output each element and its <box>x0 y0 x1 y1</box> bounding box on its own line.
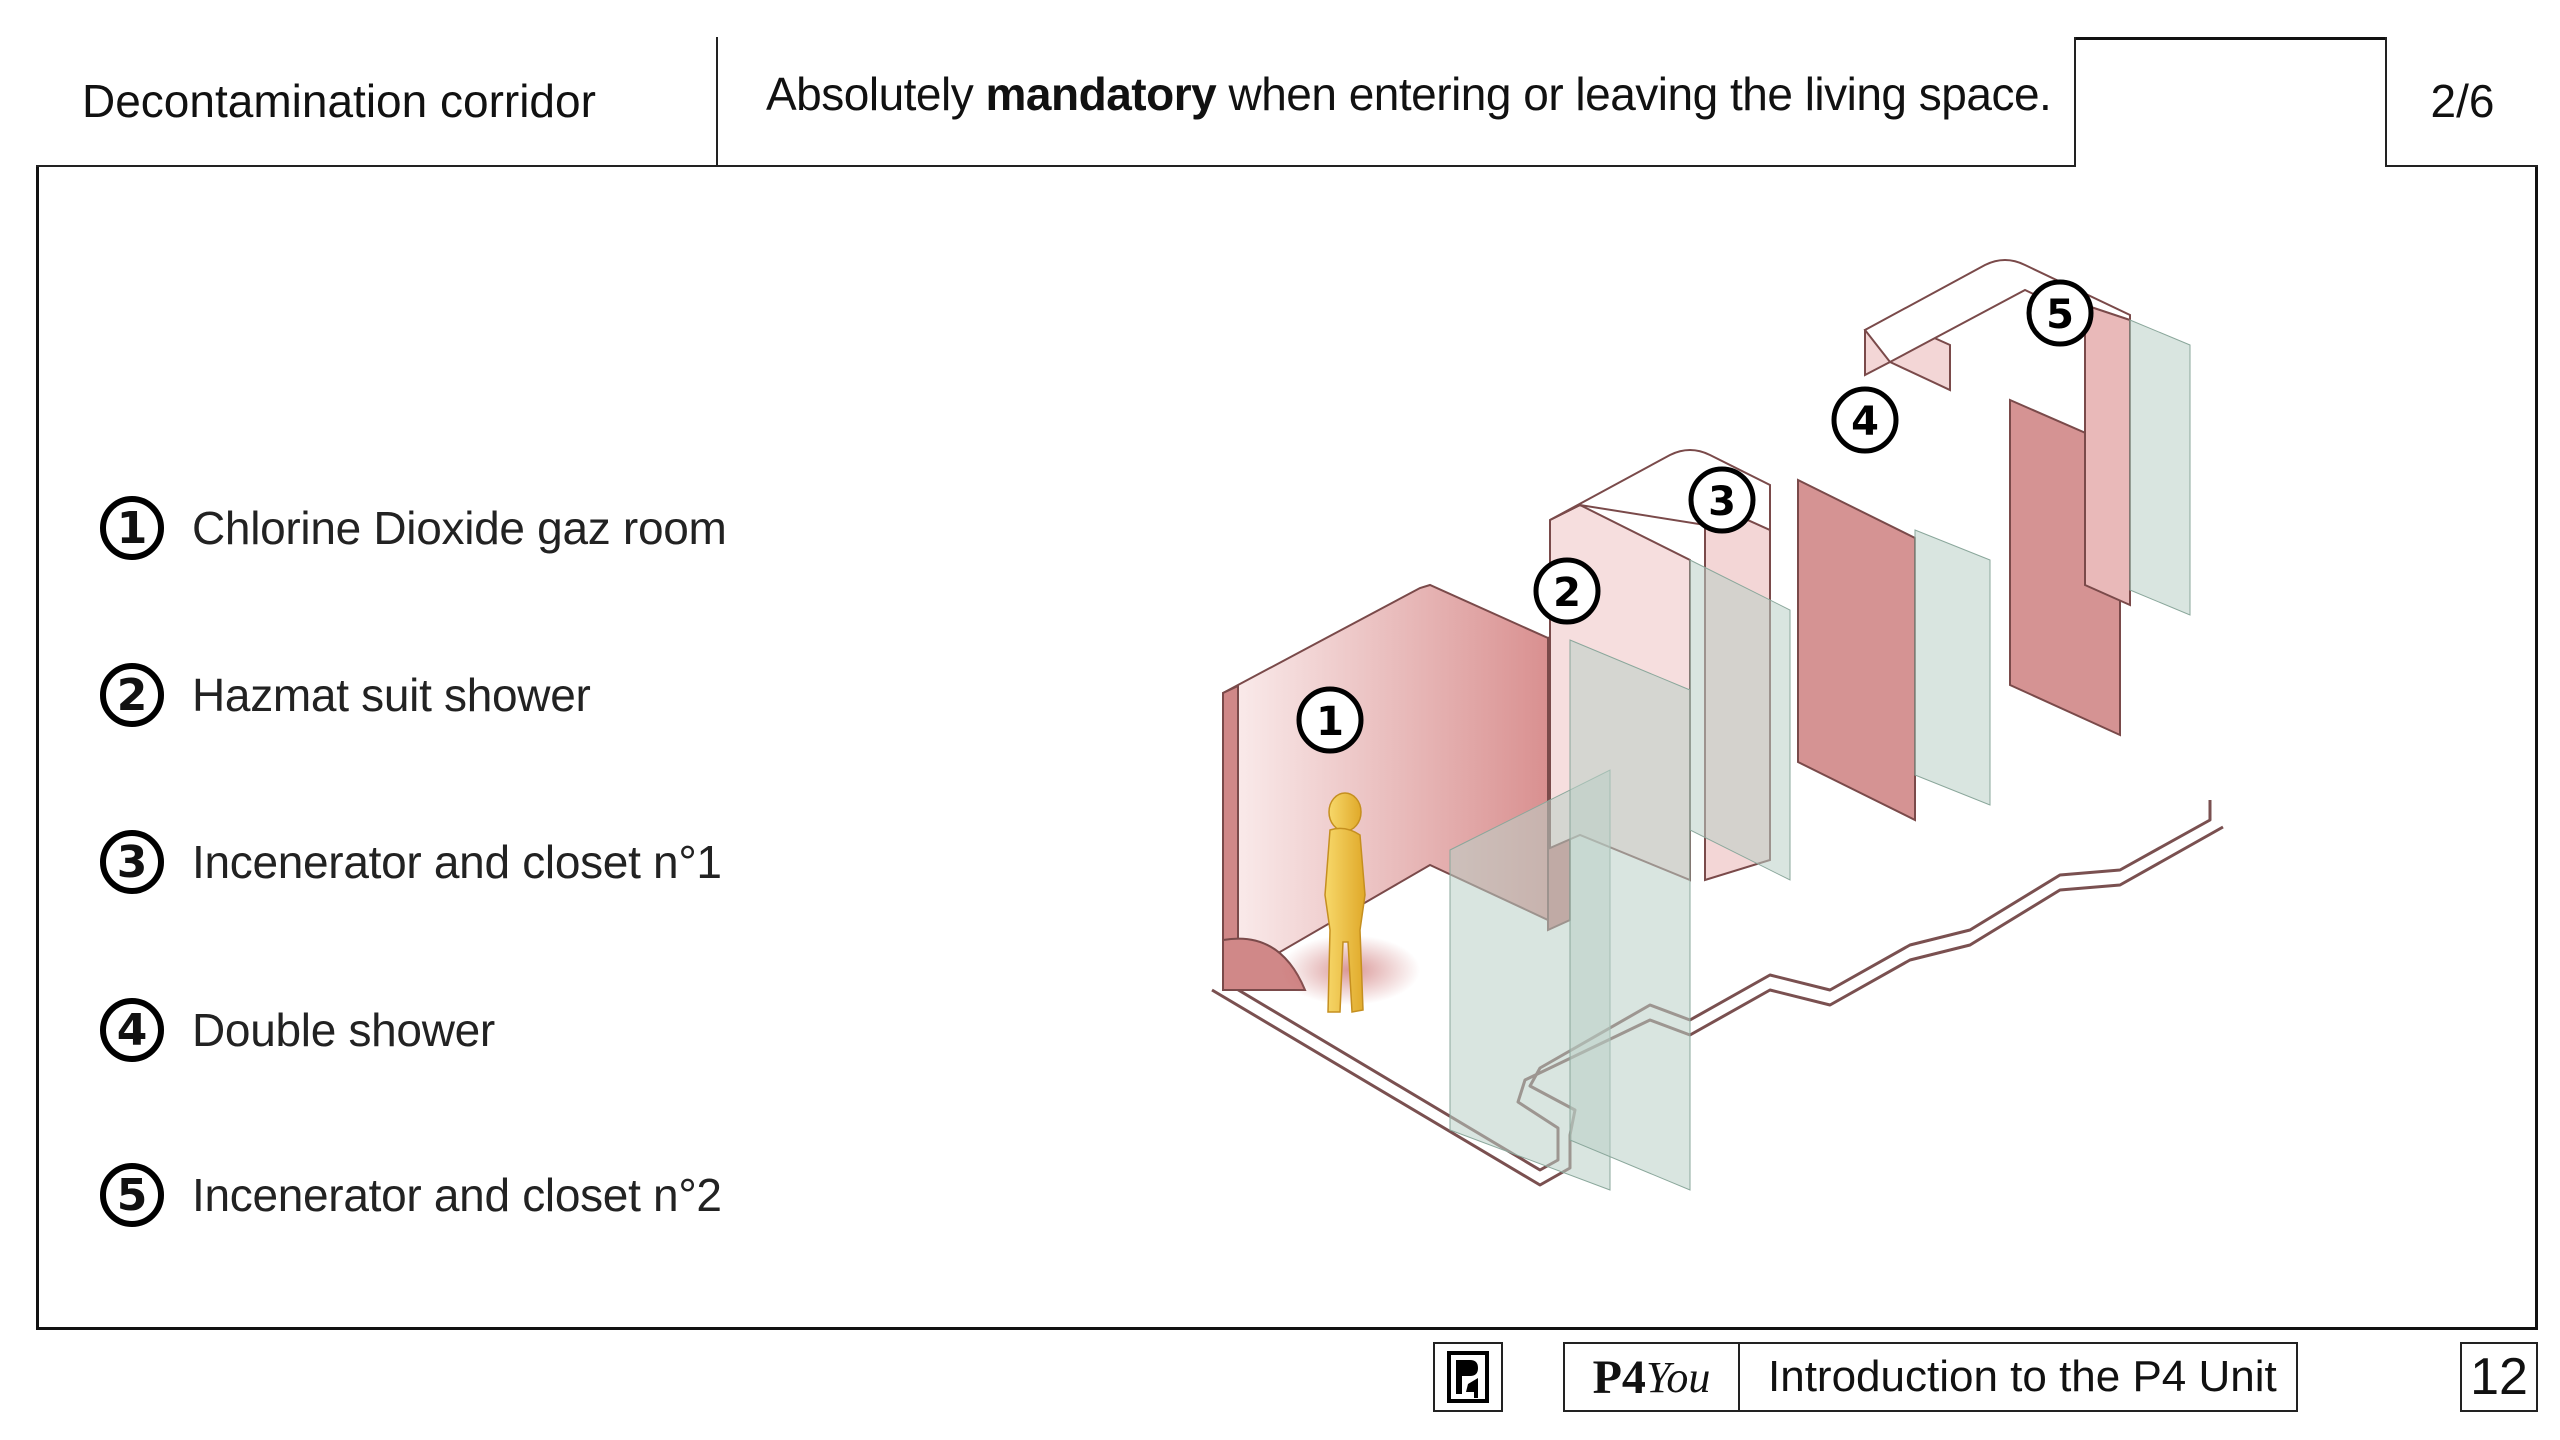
page-number <box>2460 1342 2538 1412</box>
footer-course-title-text: Introduction to the P4 Unit <box>1768 1352 2277 1401</box>
page-number-text: 12 <box>2470 1348 2528 1406</box>
page-indicator <box>2385 37 2538 167</box>
legend-number-3: 3 <box>100 830 164 894</box>
slide-title <box>36 37 718 167</box>
p4-logo <box>1433 1342 1503 1412</box>
legend-item-4 <box>100 998 495 1062</box>
legend-label-5: Incenerator and closet n°2 <box>192 1169 722 1221</box>
marker-2-label: 2 <box>1553 570 1581 616</box>
room5-wall-back <box>2085 305 2130 605</box>
legend-item-1 <box>100 496 727 560</box>
marker-3-label: 3 <box>1708 479 1736 525</box>
legend-label-1: Chlorine Dioxide gaz room <box>192 502 727 554</box>
footer-course-title <box>1738 1342 2298 1412</box>
slide-title-text: Decontamination corridor <box>82 75 596 127</box>
marker-1 <box>1299 689 1361 751</box>
brand-p4: P4 <box>1592 1350 1646 1404</box>
marker-5 <box>2029 282 2091 344</box>
legend-label-2: Hazmat suit shower <box>192 669 591 721</box>
brand-you: You <box>1645 1352 1711 1402</box>
corridor-axonometric-diagram <box>1130 230 2260 1220</box>
legend-number-2: 2 <box>100 663 164 727</box>
marker-5-label: 5 <box>2046 292 2074 338</box>
legend-item-2 <box>100 663 591 727</box>
legend-label-3: Incenerator and closet n°1 <box>192 836 722 888</box>
subtitle-bold: mandatory <box>985 68 1217 120</box>
page-indicator-text: 2/6 <box>2430 75 2495 127</box>
marker-4-label: 4 <box>1851 399 1879 445</box>
legend-item-3 <box>100 830 722 894</box>
legend-label-4: Double shower <box>192 1004 495 1056</box>
subtitle-post: when entering or leaving the living space. <box>1216 68 2052 120</box>
marker-1-label: 1 <box>1316 699 1344 745</box>
room4-panel-a <box>1798 480 1915 820</box>
marker-2 <box>1536 560 1598 622</box>
p4you-brand <box>1563 1342 1740 1412</box>
subtitle-pre: Absolutely <box>766 68 986 120</box>
legend-number-1: 1 <box>100 496 164 560</box>
marker-3 <box>1691 469 1753 531</box>
p4-logo-icon <box>1446 1350 1490 1404</box>
legend-item-5 <box>100 1163 722 1227</box>
marker-4 <box>1834 389 1896 451</box>
legend-number-4: 4 <box>100 998 164 1062</box>
slide-subtitle <box>716 37 2076 167</box>
legend-number-5: 5 <box>100 1163 164 1227</box>
